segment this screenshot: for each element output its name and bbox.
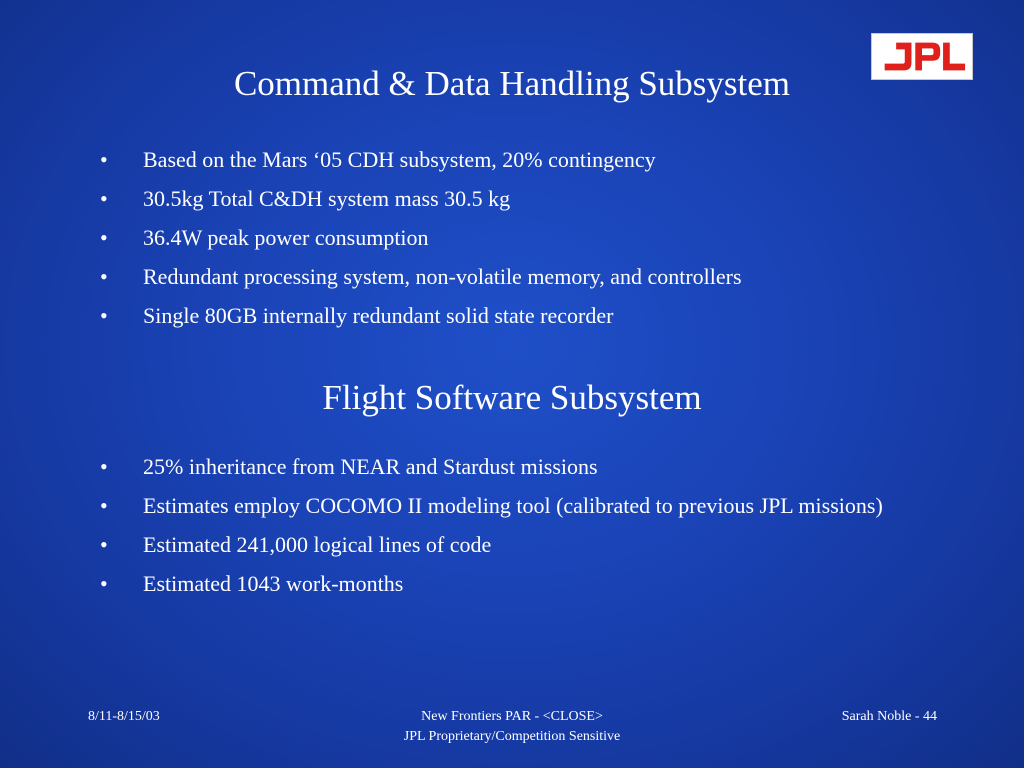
footer-center — [312, 707, 712, 747]
bullet-item — [100, 452, 960, 482]
bullet-item — [100, 184, 960, 214]
fsw-bullet-list — [100, 452, 960, 608]
bullet-glyph: • — [100, 571, 108, 596]
bullet-glyph: • — [100, 493, 108, 518]
footer-review-title: New Frontiers PAR - <CLOSE> — [421, 709, 603, 724]
bullet-glyph: • — [100, 264, 108, 289]
bullet-glyph: • — [100, 186, 108, 211]
bullet-glyph: • — [100, 303, 108, 328]
footer-proprietary-notice: JPL Proprietary/Competition Sensitive — [403, 729, 621, 744]
bullet-text: 36.4W peak power consumption — [143, 225, 429, 250]
bullet-text: Redundant processing system, non-volatile memory, and controllers — [143, 264, 742, 289]
bullet-item — [100, 530, 960, 560]
footer-presenter-page: Sarah Noble - 44 — [841, 709, 937, 724]
bullet-text: Estimated 241,000 logical lines of code — [143, 532, 492, 557]
section-title-cdh: Command & Data Handling Subsystem — [233, 64, 791, 103]
footer-date: 8/11-8/15/03 — [88, 709, 160, 724]
bullet-glyph: • — [100, 532, 108, 557]
bullet-glyph: • — [100, 147, 108, 172]
bullet-text: Based on the Mars ‘05 CDH subsystem, 20% contingency — [143, 147, 656, 172]
bullet-item — [100, 262, 960, 292]
bullet-item — [100, 223, 960, 253]
bullet-glyph: • — [100, 454, 108, 479]
bullet-text: 30.5kg Total C&DH system mass 30.5 kg — [143, 186, 511, 211]
bullet-item — [100, 569, 960, 599]
bullet-text: 25% inheritance from NEAR and Stardust missions — [143, 454, 598, 479]
bullet-glyph: • — [100, 225, 108, 250]
bullet-text: Estimates employ COCOMO II modeling tool (calibrated to previous JPL missions) — [143, 493, 883, 518]
cdh-bullet-list — [100, 145, 960, 340]
bullet-item — [100, 301, 960, 331]
bullet-item — [100, 491, 960, 521]
bullet-text: Single 80GB internally redundant solid state recorder — [143, 303, 614, 328]
bullet-text: Estimated 1043 work-months — [143, 571, 404, 596]
bullet-item — [100, 145, 960, 175]
section-title-flight-software: Flight Software Subsystem — [322, 378, 702, 417]
